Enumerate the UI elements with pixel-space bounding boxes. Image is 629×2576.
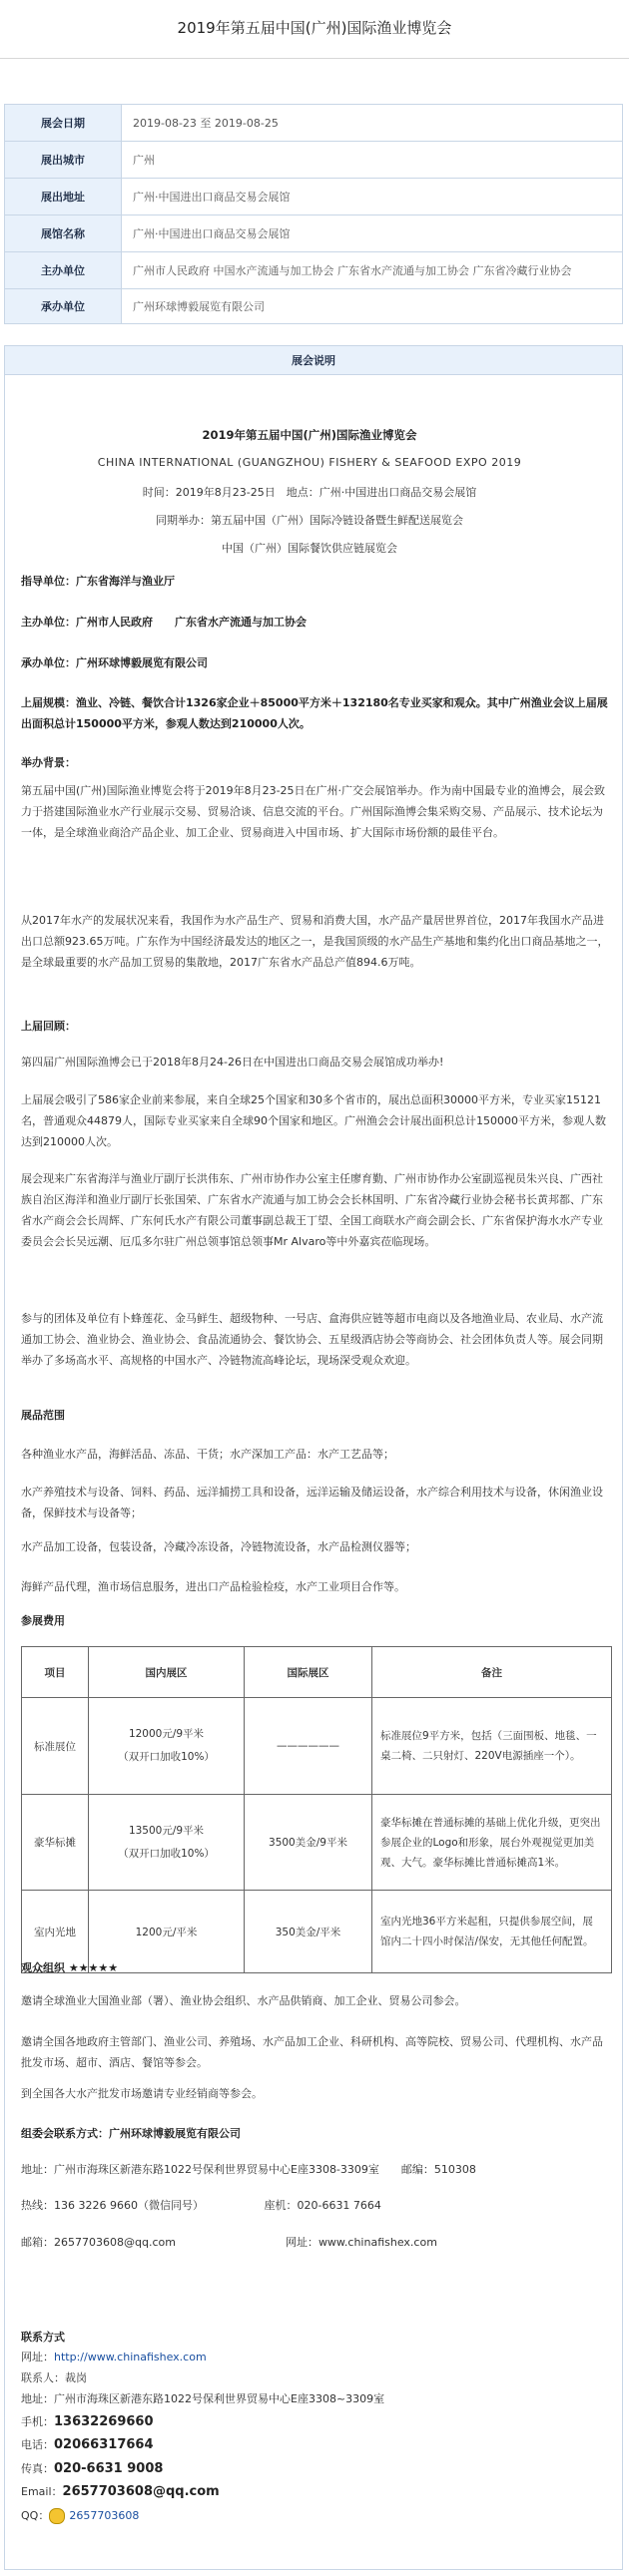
fee-intl: —————— bbox=[245, 1698, 372, 1795]
tel-number: 02066317664 bbox=[54, 2437, 154, 2452]
info-label: 展出城市 bbox=[5, 142, 122, 179]
contact-fax bbox=[21, 2458, 612, 2479]
email-label: Email： bbox=[21, 2485, 63, 2498]
contact-qq bbox=[21, 2505, 612, 2526]
visitors-heading: 观众组织 ★★★★★ bbox=[21, 1961, 119, 1974]
scope-heading: 展品范围 bbox=[21, 1409, 65, 1422]
committee-phone: 热线：136 3226 9660（微信同号） 座机：020-6631 7664 bbox=[21, 2199, 381, 2212]
host-unit: 主办单位：广州市人民政府 广东省水产流通与加工协会 bbox=[21, 616, 307, 629]
contact-email bbox=[21, 2481, 612, 2502]
fee-domestic bbox=[89, 1795, 245, 1891]
contact-tel bbox=[21, 2434, 612, 2455]
scope-paragraph: 水产品加工设备，包装设备，冷藏冷冻设备，冷链物流设备，水产品检测仪器等； bbox=[21, 1540, 416, 1553]
intro-time: 时间：2019年8月23-25日 地点：广州·中国进出口商品交易会展馆 bbox=[142, 486, 477, 499]
fee-domestic-note: （双开口加收10%） bbox=[118, 1751, 215, 1763]
info-value: 2019-08-23 至 2019-08-25 bbox=[122, 105, 623, 142]
review-paragraph: 展会现来广东省海洋与渔业厅副厅长洪伟东、广州市协作办公室主任廖育勤、广州市协作办公室副巡视员朱兴良、广西社族自治区海洋和渔业厅副厅长张国荣、广东省水产流通与加工协会会长林国明、广东省冷藏行业协会秘书长黄邦都、广东省水产商会会长周辉、广东何氏水产有限公司董事副总裁王丁望、全国工商联水产商会副会长、广东省保护海水水产专业委员会会长吴远潮、厄瓜多尔驻广州总领事馆总领事Mr Alvaro等中外嘉宾莅临现场。 bbox=[21, 1172, 603, 1248]
intro-concurrent-1: 同期举办：第五届中国（广州）国际冷链设备暨生鲜配送展览会 bbox=[156, 514, 463, 527]
fee-header: 国际展区 bbox=[245, 1647, 372, 1698]
fee-heading: 参展费用 bbox=[21, 1614, 65, 1627]
fee-domestic-price: 12000元/9平米 bbox=[128, 1728, 205, 1740]
committee-address: 地址：广州市海珠区新港东路1022号保利世界贸易中心E座3308-3309室 邮编：510308 bbox=[21, 2163, 476, 2176]
background-paragraph: 第五届中国(广州)国际渔业博览会将于2019年8月23-25日在广州·广交会展馆举办。作为南中国最专业的渔博会，展会致力于搭建国际渔业水产行业展示交易、贸易洽谈、信息交流的平台。广州国际渔博会集采购交易、产品展示、技术论坛为一体，是全球渔业商洽产品企业、加工企业、贸易商进入中国市场、扩大国际市场份额的最佳平台。 bbox=[21, 784, 606, 839]
info-row-organizer bbox=[5, 289, 623, 324]
info-value: 广州·中国进出口商品交易会展馆 bbox=[122, 179, 623, 215]
contact-address: 地址：广州市海珠区新港东路1022号保利世界贸易中心E座3308~3309室 bbox=[21, 2392, 385, 2405]
fee-header: 项目 bbox=[22, 1647, 89, 1698]
expo-info-table bbox=[4, 104, 623, 324]
committee-email: 邮箱：2657703608@qq.com 网址：www.chinafishex.com bbox=[21, 2236, 437, 2249]
committee-heading: 组委会联系方式：广州环球博毅展览有限公司 bbox=[21, 2127, 241, 2140]
website-link[interactable]: http://www.chinafishex.com bbox=[54, 2351, 207, 2363]
fee-domestic bbox=[89, 1698, 245, 1795]
qq-number[interactable]: 2657703608 bbox=[69, 2509, 140, 2522]
review-paragraph: 上届展会吸引了586家企业前来参展，来自全球25个国家和30多个省市的，展出总面积30000平方米，专业买家15121名，普通观众44879人，国际专业买家来自全球90个国家和地区。广州渔会会计展出面积总计150000平方米，参观人数达到210000人次。 bbox=[21, 1093, 606, 1148]
qq-icon[interactable] bbox=[49, 2508, 65, 2524]
review-heading: 上届回顾： bbox=[21, 1020, 76, 1033]
info-value: 广州·中国进出口商品交易会展馆 bbox=[122, 215, 623, 252]
fee-intl: 3500美金/9平米 bbox=[245, 1795, 372, 1891]
qq-label: QQ： bbox=[21, 2509, 50, 2522]
info-label: 展馆名称 bbox=[5, 215, 122, 252]
fee-item: 标准展位 bbox=[22, 1698, 89, 1795]
fax-label: 传真： bbox=[21, 2462, 54, 2475]
fee-header: 备注 bbox=[372, 1647, 612, 1698]
info-value: 广州环球博毅展览有限公司 bbox=[122, 289, 623, 324]
fee-domestic-price: 1200元/平米 bbox=[135, 1926, 198, 1938]
last-scale: 上届规模：渔业、冷链、餐饮合计1326家企业＋85000平方米＋132180名专业买家和观众。其中广州渔业会议上届展出面积总计150000平方米，参观人数达到210000人次。 bbox=[21, 696, 608, 730]
tel-label: 电话： bbox=[21, 2438, 54, 2451]
info-row-city bbox=[5, 142, 623, 179]
fee-item: 豪华标摊 bbox=[22, 1795, 89, 1891]
title-bar bbox=[0, 0, 629, 59]
fee-header: 国内展区 bbox=[89, 1647, 245, 1698]
scope-paragraph: 各种渔业水产品，海鲜活品、冻品、干货；水产深加工产品：水产工艺品等； bbox=[21, 1448, 394, 1461]
info-row-host bbox=[5, 252, 623, 289]
fee-remark: 豪华标摊在普通标摊的基础上优化升级，更突出参展企业的Logo和形象，展台外观视觉更加美观、大气。豪华标摊比普通标摊高1米。 bbox=[372, 1795, 612, 1891]
fee-row bbox=[22, 1698, 612, 1795]
page-title: 2019年第五届中国(广州)国际渔业博览会 bbox=[177, 19, 452, 37]
fee-table bbox=[21, 1646, 612, 1973]
fee-header-row bbox=[22, 1647, 612, 1698]
info-row-venue bbox=[5, 215, 623, 252]
contact-mobile bbox=[21, 2411, 612, 2432]
organizer-unit: 承办单位：广州环球博毅展览有限公司 bbox=[21, 656, 208, 669]
fax-number: 020-6631 9008 bbox=[54, 2461, 164, 2476]
fee-domestic-note: （双开口加收10%） bbox=[118, 1847, 215, 1860]
fee-domestic-price: 13500元/9平米 bbox=[128, 1824, 205, 1837]
contact-heading: 联系方式 bbox=[21, 2331, 65, 2344]
scope-paragraph: 海鲜产品代理，渔市场信息服务，进出口产品检验检疫，水产工业项目合作等。 bbox=[21, 1580, 405, 1593]
info-label: 展出地址 bbox=[5, 179, 122, 215]
intro-concurrent-2: 中国（广州）国际餐饮供应链展览会 bbox=[222, 542, 397, 555]
info-label: 展会日期 bbox=[5, 105, 122, 142]
background-heading: 举办背景： bbox=[21, 756, 76, 769]
fee-remark: 标准展位9平方米，包括（三面围板、地毯、一桌二椅、二只射灯、220V电源插座一个）。 bbox=[372, 1698, 612, 1795]
info-row-address bbox=[5, 179, 623, 215]
website-label: 网址： bbox=[21, 2351, 54, 2363]
review-paragraph: 参与的团体及单位有卜蜂莲花、金马鲜生、超级物种、一号店、盒海供应链等超市电商以及各地渔业局、农业局、水产流通加工协会、渔业协会、渔业协会、食品流通协会、餐饮协会、五星级酒店协会等商协会、社会团体负责人等。展会同期举办了多场高水平、高规格的中国水产、冷链物流高峰论坛，现场深受观众欢迎。 bbox=[21, 1312, 603, 1367]
fee-item: 室内光地 bbox=[22, 1891, 89, 1973]
mobile-label: 手机： bbox=[21, 2415, 54, 2428]
section-heading: 展会说明 bbox=[4, 345, 623, 375]
fee-remark: 室内光地36平方米起租，只提供参展空间，展馆内二十四小时保洁/保安，无其他任何配置。 bbox=[372, 1891, 612, 1973]
visitors-paragraph: 邀请全国各地政府主管部门、渔业公司、养殖场、水产品加工企业、科研机构、高等院校、贸易公司、代理机构、水产品批发市场、超市、酒店、餐馆等参会。 bbox=[21, 2035, 603, 2069]
contact-website bbox=[21, 2347, 612, 2367]
fee-row bbox=[22, 1795, 612, 1891]
visitors-paragraph: 邀请全球渔业大国渔业部（署）、渔业协会组织、水产品供销商、加工企业、贸易公司参会。 bbox=[21, 1994, 466, 2007]
intro-title-en: CHINA INTERNATIONAL (GUANGZHOU) FISHERY & SEAFOOD EXPO 2019 bbox=[97, 456, 522, 469]
intro-title-cn: 2019年第五届中国(广州)国际渔业博览会 bbox=[202, 428, 417, 442]
fee-intl: 350美金/平米 bbox=[245, 1891, 372, 1973]
expo-description bbox=[4, 375, 623, 2570]
info-value: 广州市人民政府 中国水产流通与加工协会 广东省水产流通与加工协会 广东省冷藏行业协会 bbox=[122, 252, 623, 289]
info-value: 广州 bbox=[122, 142, 623, 179]
info-label: 承办单位 bbox=[5, 289, 122, 324]
background-paragraph: 从2017年水产的发展状况来看，我国作为水产品生产、贸易和消费大国，水产品产量居世界首位，2017年我国水产品进出口总额923.65万吨。广东作为中国经济最发达的地区之一，是我国顶级的水产品生产基地和集约化出口商品基地之一，是全球最重要的水产品加工贸易的集散地，2017广东省水产品总产值894.6万吨。 bbox=[21, 914, 609, 969]
contact-person: 联系人：裁岗 bbox=[21, 2371, 87, 2384]
visitors-paragraph: 到全国各大水产批发市场邀请专业经销商等参会。 bbox=[21, 2087, 263, 2100]
email-address: 2657703608@qq.com bbox=[62, 2484, 220, 2499]
mobile-number: 13632269660 bbox=[54, 2414, 154, 2429]
review-paragraph: 第四届广州国际渔博会已于2018年8月24-26日在中国进出口商品交易会展馆成功举办! bbox=[21, 1056, 444, 1069]
info-label: 主办单位 bbox=[5, 252, 122, 289]
scope-paragraph: 水产养殖技术与设备、饲料、药品、远洋捕捞工具和设备，远洋运输及储运设备，水产综合利用技术与设备，休闲渔业设备，保鲜技术与设备等； bbox=[21, 1486, 603, 1519]
info-row-date bbox=[5, 105, 623, 142]
guide-unit: 指导单位：广东省海洋与渔业厅 bbox=[21, 575, 175, 588]
